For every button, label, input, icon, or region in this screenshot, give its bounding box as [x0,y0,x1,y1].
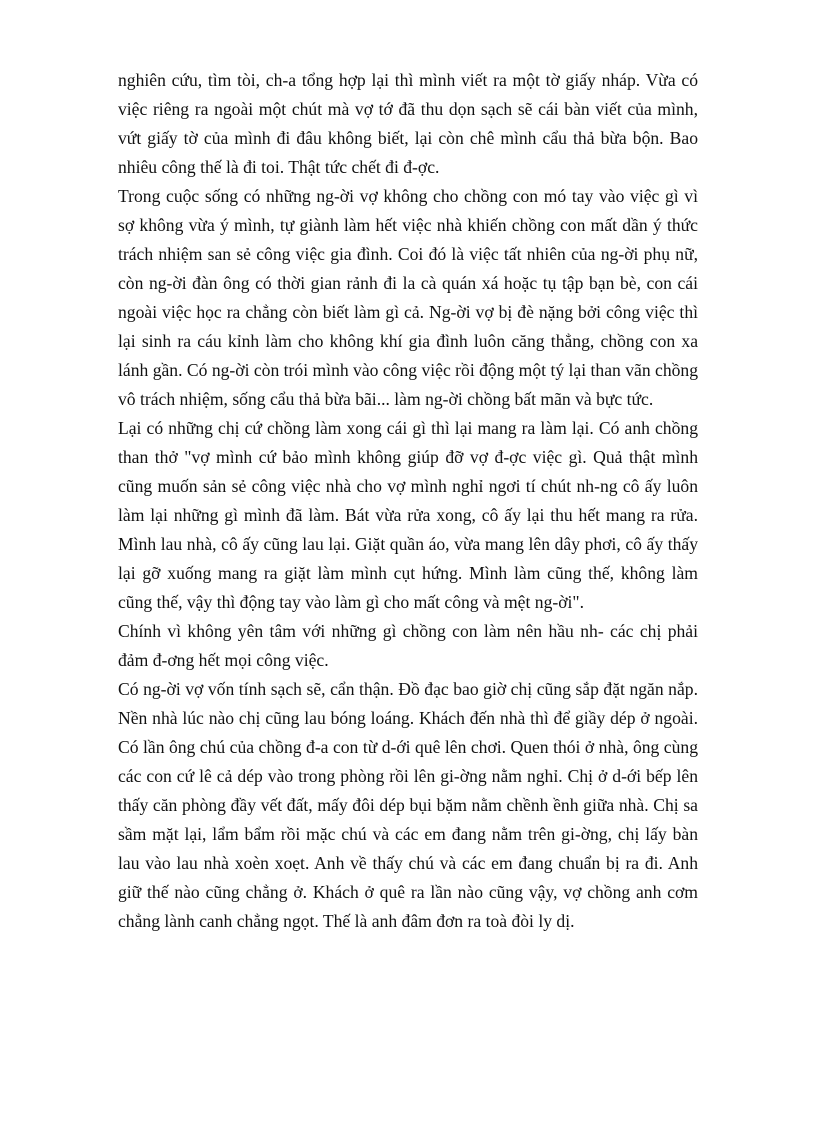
paragraph-5: Có ng-ời vợ vốn tính sạch sẽ, cẩn thận. Đồ đạc bao giờ chị cũng sắp đặt ngăn nắp. Nền nhà lúc nào chị cũng lau bóng loáng. Khách đến nhà thì để giầy dép ở ngoài. Có lần ông chú của chồng đ-a con từ d-ới quê lên chơi. Quen thói ở nhà, ông cùng các con cứ lê cả dép vào trong phòng rồi lên gi-ờng nằm nghỉ. Chị ở d-ới bếp lên thấy căn phòng đầy vết đất, mấy đôi dép bụi bặm nằm chềnh ềnh giữa nhà. Chị sa sầm mặt lại, lẩm bẩm rồi mặc chú và các em đang nằm trên gi-ờng, chị lấy bàn lau vào lau nhà xoèn xoẹt. Anh về thấy chú và các em đang chuẩn bị ra đi. Anh giữ thế nào cũng chẳng ở. Khách ở quê ra lần nào cũng vậy, vợ chồng anh cơm chẳng lành canh chẳng ngọt. Thế là anh đâm đơn ra toà đòi ly dị. [118,679,698,931]
paragraph-4: Chính vì không yên tâm với những gì chồng con làm nên hầu nh- các chị phải đảm đ-ơng hết mọi công việc. [118,621,698,670]
paragraph-3: Lại có những chị cứ chồng làm xong cái gì thì lại mang ra làm lại. Có anh chồng than thở "vợ mình cứ bảo mình không giúp đỡ vợ đ-ợc việc gì. Quả thật mình cũng muốn sản sẻ công việc nhà cho vợ mình nghỉ ngơi tí chút nh-ng cô ấy luôn làm lại những gì mình đã làm. Bát vừa rửa xong, cô ấy lại thu hết mang ra rửa. Mình lau nhà, cô ấy cũng lau lại. Giặt quần áo, vừa mang lên dây phơi, cô ấy thấy lại gỡ xuống mang ra giặt làm mình cụt hứng. Mình làm cũng thế, không làm cũng thế, vậy thì động tay vào làm gì cho mất công và mệt ng-ời". [118,418,698,612]
paragraph-2: Trong cuộc sống có những ng-ời vợ không cho chồng con mó tay vào việc gì vì sợ không vừa ý mình, tự giành làm hết việc nhà khiến chồng con mất dần ý thức trách nhiệm san sẻ công việc gia đình. Coi đó là việc tất nhiên của ng-ời phụ nữ, còn ng-ời đàn ông có thời gian rảnh đi la cà quán xá hoặc tụ tập bạn bè, con cái ngoài việc học ra chẳng còn biết làm gì cả. Ng-ời vợ bị đè nặng bởi công việc thì lại sinh ra cáu kỉnh làm cho không khí gia đình luôn căng thẳng, chồng con xa lánh gần. Có ng-ời còn trói mình vào công việc rồi động một tý lại than vãn chồng vô trách nhiệm, sống cẩu thả bừa bãi... làm ng-ời chồng bất mãn và bực tức. [118,186,699,409]
document-body [118,66,698,936]
paragraph-1: nghiên cứu, tìm tòi, ch-a tổng hợp lại thì mình viết ra một tờ giấy nháp. Vừa có việc riêng ra ngoài một chút mà vợ tớ đã thu dọn sạch sẽ cái bàn viết của mình, vứt giấy tờ của mình đi đâu không biết, lại còn chê mình cẩu thả bừa bộn. Bao nhiêu công thế là đi toi. Thật tức chết đi đ-ợc. [118,70,698,177]
